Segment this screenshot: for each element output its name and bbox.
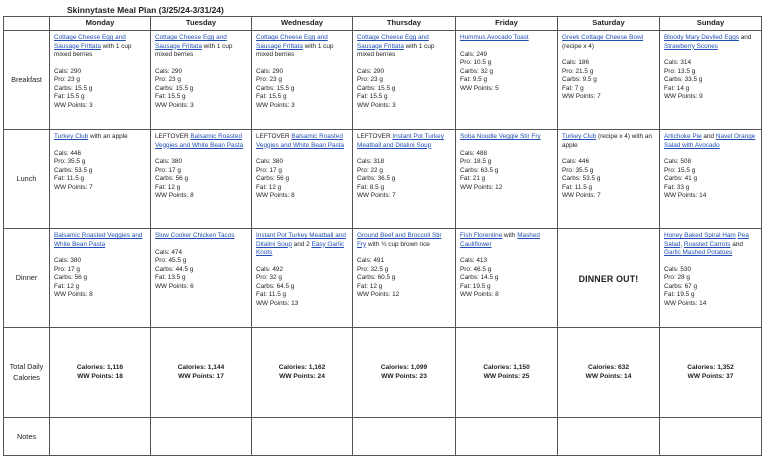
recipe-link[interactable]: Strawberry Scones bbox=[664, 42, 718, 50]
meal-note-text: (recipe x 4) with an apple bbox=[562, 133, 652, 149]
recipe-link[interactable]: Fish Florentine bbox=[460, 232, 503, 239]
meal-description bbox=[357, 232, 451, 249]
nutrition-line: Cals: 474 bbox=[155, 248, 182, 256]
breakfast-cell-friday bbox=[456, 31, 558, 130]
nutrition-line: Carbs: 56 g bbox=[256, 175, 290, 183]
recipe-link[interactable]: Artichoke Pie bbox=[664, 133, 702, 140]
notes-cell-saturday[interactable] bbox=[558, 418, 660, 456]
recipe-link[interactable]: Greek Cottage Cheese Bowl bbox=[562, 34, 643, 41]
meal-description bbox=[155, 232, 247, 241]
nutrition-line: Fat: 21 g bbox=[460, 175, 486, 183]
nutrition-line: Cals: 491 bbox=[357, 257, 384, 265]
dinner-cell-tuesday bbox=[151, 229, 252, 328]
nutrition-line: WW Points: 7 bbox=[54, 183, 93, 191]
nutrition-line: Fat: 11.5 g bbox=[54, 175, 85, 183]
nutrition-line: Pro: 23 g bbox=[357, 76, 383, 84]
spacer bbox=[54, 249, 146, 257]
meal-note-text: with an apple bbox=[88, 133, 128, 140]
spacer bbox=[664, 150, 757, 158]
meal-note-text: LEFTOVER bbox=[155, 133, 191, 140]
nutrition-line: Fat: 15.5 g bbox=[256, 93, 287, 101]
spacer bbox=[562, 150, 655, 158]
recipe-link[interactable]: Hummus Avocado Toast bbox=[460, 34, 529, 41]
nutrition-line: Cals: 446 bbox=[562, 158, 589, 166]
nutrition-line: Pro: 32.5 g bbox=[357, 265, 389, 273]
nutrition-line: Cals: 380 bbox=[54, 257, 81, 265]
nutrition-line: Carbs: 41 g bbox=[664, 175, 698, 183]
page-title: Skinnytaste Meal Plan (3/25/24-3/31/24) bbox=[67, 5, 224, 15]
spacer bbox=[460, 142, 553, 150]
total-row bbox=[4, 328, 762, 418]
day-header-sunday: Sunday bbox=[660, 17, 762, 31]
recipe-link[interactable]: Instant Pot Turkey Meatball and Ditalini Soup bbox=[357, 133, 444, 149]
meal-description bbox=[155, 34, 247, 60]
nutrition-line: Pro: 46.5 g bbox=[460, 265, 492, 273]
breakfast-cell-tuesday bbox=[151, 31, 252, 130]
nutrition-line: Pro: 45.5 g bbox=[155, 257, 187, 265]
total-calories: Calories: 1,099 bbox=[380, 363, 428, 371]
nutrition-line: Pro: 23 g bbox=[54, 76, 80, 84]
nutrition-line: WW Points: 8 bbox=[460, 291, 499, 299]
nutrition-line: Pro: 15.5 g bbox=[664, 166, 696, 174]
recipe-link[interactable]: Cottage Cheese Egg and Sausage Frittata bbox=[54, 34, 126, 50]
spacer bbox=[54, 142, 146, 150]
total-cell-wednesday bbox=[252, 328, 353, 418]
notes-cell-monday[interactable] bbox=[50, 418, 151, 456]
nutrition-line: Fat: 19.5 g bbox=[664, 291, 695, 299]
nutrition-line: Pro: 17 g bbox=[256, 166, 282, 174]
total-calories: Calories: 1,150 bbox=[483, 363, 530, 371]
nutrition-line: Carbs: 15.5 g bbox=[256, 84, 295, 92]
lunch-cell-wednesday bbox=[252, 130, 353, 229]
meal-description bbox=[256, 34, 348, 60]
row-label-total bbox=[4, 328, 50, 418]
row-label-total-text: Total Daily Calories bbox=[9, 361, 44, 382]
nutrition-line: WW Points: 12 bbox=[460, 183, 503, 191]
spacer bbox=[664, 51, 757, 59]
notes-cell-friday[interactable] bbox=[456, 418, 558, 456]
recipe-link[interactable]: Navel Orange Salad with Avocado bbox=[664, 133, 756, 149]
total-ww-points: WW Points: 37 bbox=[687, 372, 734, 380]
recipe-link[interactable]: Balsamic Roasted Veggies and White Bean Pasta bbox=[155, 133, 244, 149]
nutrition-line: Cals: 530 bbox=[664, 265, 691, 273]
row-label-dinner: Dinner bbox=[4, 229, 50, 328]
spacer bbox=[155, 241, 247, 249]
nutrition-line: Cals: 314 bbox=[664, 59, 691, 67]
spacer bbox=[357, 249, 451, 257]
nutrition-line: Carbs: 14.5 g bbox=[460, 274, 499, 282]
nutrition-line: Pro: 17 g bbox=[155, 166, 181, 174]
nutrition-line: Pro: 13.5 g bbox=[664, 67, 696, 75]
meal-description bbox=[664, 133, 757, 150]
spacer bbox=[562, 51, 655, 59]
nutrition-line: Pro: 28 g bbox=[664, 274, 690, 282]
total-cell-thursday bbox=[353, 328, 456, 418]
meal-description bbox=[562, 34, 655, 51]
nutrition-line: WW Points: 13 bbox=[256, 299, 299, 307]
recipe-link[interactable]: Balsamic Roasted Veggies and White Bean Pasta bbox=[54, 232, 143, 248]
meal-description bbox=[562, 133, 655, 150]
breakfast-cell-saturday bbox=[558, 31, 660, 130]
nutrition-line: Cals: 446 bbox=[54, 149, 81, 157]
lunch-cell-friday bbox=[456, 130, 558, 229]
nutrition-line: WW Points: 7 bbox=[562, 93, 601, 101]
meal-note-text: with 1 cup mixed berries bbox=[256, 42, 334, 59]
total-calories: Calories: 1,352 bbox=[687, 363, 734, 371]
nutrition-line: Fat: 13.5 g bbox=[155, 274, 186, 282]
meal-note-text: with 1 cup mixed berries bbox=[357, 42, 435, 59]
lunch-cell-saturday bbox=[558, 130, 660, 229]
meal-description bbox=[54, 232, 146, 249]
nutrition-line: Carbs: 53.5 g bbox=[562, 175, 601, 183]
breakfast-row bbox=[4, 31, 762, 130]
meal-description bbox=[460, 34, 553, 43]
recipe-link[interactable]: Cottage Cheese Egg and Sausage Frittata bbox=[256, 34, 328, 50]
notes-cell-tuesday[interactable] bbox=[151, 418, 252, 456]
recipe-link[interactable]: Ground Beef and Broccoli Stir Fry bbox=[357, 232, 442, 248]
notes-cell-thursday[interactable] bbox=[353, 418, 456, 456]
recipe-link[interactable]: Cottage Cheese Egg and Sausage Frittata bbox=[155, 34, 227, 50]
dinner-cell-sunday bbox=[660, 229, 762, 328]
meal-note-text: (recipe x 4) bbox=[562, 42, 594, 50]
nutrition-line: Cals: 488 bbox=[460, 149, 487, 157]
row-label-breakfast: Breakfast bbox=[4, 31, 50, 130]
nutrition-line: Cals: 492 bbox=[256, 265, 283, 273]
recipe-link[interactable]: Roasted Carrots bbox=[683, 240, 731, 248]
nutrition-line: Cals: 318 bbox=[357, 158, 384, 166]
nutrition-line: Fat: 12 g bbox=[357, 282, 383, 290]
total-cell-saturday bbox=[558, 328, 660, 418]
nutrition-line: WW Points: 7 bbox=[357, 192, 396, 200]
nutrition-line: Fat: 11.5 g bbox=[256, 291, 287, 299]
nutrition-line: WW Points: 5 bbox=[460, 84, 499, 92]
dinner-cell-monday bbox=[50, 229, 151, 328]
nutrition-line: Pro: 18.5 g bbox=[460, 158, 492, 166]
nutrition-line: Fat: 15.5 g bbox=[357, 93, 388, 101]
spacer bbox=[155, 60, 247, 68]
nutrition-line: Cals: 508 bbox=[664, 158, 691, 166]
breakfast-cell-thursday bbox=[353, 31, 456, 130]
day-header-wednesday: Wednesday bbox=[252, 17, 353, 31]
nutrition-line: Cals: 290 bbox=[155, 67, 182, 75]
spacer bbox=[155, 150, 247, 158]
nutrition-line: Cals: 380 bbox=[155, 158, 182, 166]
nutrition-line: Fat: 15.5 g bbox=[155, 93, 186, 101]
nutrition-line: WW Points: 14 bbox=[664, 192, 707, 200]
recipe-link[interactable]: Garlic Mashed Potatoes bbox=[664, 249, 733, 257]
nutrition-line: Carbs: 56 g bbox=[155, 175, 189, 183]
nutrition-line: WW Points: 3 bbox=[54, 101, 93, 109]
nutrition-line: Fat: 14 g bbox=[664, 84, 690, 92]
meal-note-text: , bbox=[680, 240, 684, 248]
nutrition-line: Carbs: 44.5 g bbox=[155, 265, 194, 273]
total-calories: Calories: 1,144 bbox=[177, 363, 225, 371]
recipe-link[interactable]: Instant Pot Turkey Meatball and Ditalini Soup bbox=[256, 232, 346, 248]
header-row bbox=[4, 17, 762, 31]
total-cell-tuesday bbox=[151, 328, 252, 418]
total-calories: Calories: 1,162 bbox=[278, 363, 326, 371]
nutrition-line: Fat: 33 g bbox=[664, 183, 690, 191]
dinner-cell-wednesday bbox=[252, 229, 353, 328]
nutrition-line: Pro: 35.5 g bbox=[54, 158, 86, 166]
nutrition-line: Fat: 12 g bbox=[256, 183, 282, 191]
lunch-cell-monday bbox=[50, 130, 151, 229]
nutrition-line: Carbs: 15.5 g bbox=[357, 84, 396, 92]
day-header-monday: Monday bbox=[50, 17, 151, 31]
meal-description bbox=[664, 34, 757, 51]
nutrition-line: Carbs: 32 g bbox=[460, 67, 494, 75]
day-header-saturday: Saturday bbox=[558, 17, 660, 31]
meal-note-text: with bbox=[502, 232, 518, 239]
spacer bbox=[256, 258, 348, 266]
total-cell-monday bbox=[50, 328, 151, 418]
lunch-cell-sunday bbox=[660, 130, 762, 229]
total-ww-points: WW Points: 14 bbox=[585, 372, 632, 380]
meal-note-text: with ¾ cup brown rice bbox=[366, 240, 430, 248]
nutrition-line: Fat: 11.5 g bbox=[562, 183, 593, 191]
day-header-friday: Friday bbox=[456, 17, 558, 31]
meal-note-text: and bbox=[701, 133, 716, 140]
nutrition-line: WW Points: 12 bbox=[357, 291, 400, 299]
recipe-link[interactable]: Slow Cooker Chicken Tacos bbox=[155, 232, 235, 239]
recipe-link[interactable]: Bloody Mary Deviled Eggs bbox=[664, 34, 739, 41]
meal-description bbox=[664, 232, 757, 258]
nutrition-line: Carbs: 60.5 g bbox=[357, 274, 396, 282]
meal-description bbox=[155, 133, 247, 150]
nutrition-line: Fat: 8.5 g bbox=[357, 183, 384, 191]
dinner-row bbox=[4, 229, 762, 328]
spacer bbox=[256, 150, 348, 158]
dinner-cell-saturday bbox=[558, 229, 660, 328]
spacer bbox=[54, 60, 146, 68]
nutrition-line: WW Points: 3 bbox=[357, 101, 396, 109]
meal-description bbox=[357, 133, 451, 150]
total-ww-points: WW Points: 25 bbox=[483, 372, 530, 380]
nutrition-line: Pro: 10.5 g bbox=[460, 59, 492, 67]
nutrition-line: WW Points: 8 bbox=[256, 192, 295, 200]
nutrition-line: Fat: 12 g bbox=[155, 183, 181, 191]
nutrition-line: Fat: 7 g bbox=[562, 84, 584, 92]
recipe-link[interactable]: Balsamic Roasted Veggies and White Bean Pasta bbox=[256, 133, 345, 149]
breakfast-cell-monday bbox=[50, 31, 151, 130]
day-header-thursday: Thursday bbox=[353, 17, 456, 31]
nutrition-line: Fat: 12 g bbox=[54, 282, 80, 290]
nutrition-line: Carbs: 53.5 g bbox=[54, 166, 93, 174]
recipe-link[interactable]: Pea Salad bbox=[664, 232, 749, 248]
nutrition-line: Pro: 23 g bbox=[155, 76, 181, 84]
corner-cell bbox=[4, 17, 50, 31]
meal-note-text: and bbox=[738, 34, 752, 41]
nutrition-line: Cals: 413 bbox=[460, 257, 487, 265]
nutrition-line: WW Points: 14 bbox=[664, 299, 707, 307]
total-calories: Calories: 632 bbox=[587, 363, 630, 371]
lunch-row bbox=[4, 130, 762, 229]
total-ww-points: WW Points: 18 bbox=[77, 372, 123, 380]
nutrition-line: Fat: 9.5 g bbox=[460, 76, 487, 84]
recipe-link[interactable]: Turkey Club bbox=[562, 133, 597, 140]
spacer bbox=[357, 60, 451, 68]
meal-note-text: and 2 bbox=[291, 240, 312, 248]
nutrition-line: Carbs: 63.5 g bbox=[460, 166, 499, 174]
row-label-lunch: Lunch bbox=[4, 130, 50, 229]
spacer bbox=[357, 150, 451, 158]
nutrition-line: Carbs: 36.5 g bbox=[357, 175, 396, 183]
dinner-out-label: DINNER OUT! bbox=[578, 274, 639, 284]
total-ww-points: WW Points: 17 bbox=[178, 372, 224, 380]
dinner-cell-thursday bbox=[353, 229, 456, 328]
nutrition-line: Fat: 19.5 g bbox=[460, 282, 491, 290]
nutrition-line: Pro: 22 g bbox=[357, 166, 383, 174]
total-cell-friday bbox=[456, 328, 558, 418]
spacer bbox=[256, 60, 348, 68]
notes-cell-sunday[interactable] bbox=[660, 418, 762, 456]
total-cell-sunday bbox=[660, 328, 762, 418]
breakfast-cell-wednesday bbox=[252, 31, 353, 130]
recipe-link[interactable]: Soba Noodle Veggie Stir Fry bbox=[460, 133, 541, 140]
meal-note-text: and bbox=[730, 240, 743, 248]
meal-description bbox=[256, 133, 348, 150]
total-ww-points: WW Points: 23 bbox=[381, 372, 427, 380]
recipe-link[interactable]: Mashed Cauliflower bbox=[460, 232, 540, 248]
lunch-cell-thursday bbox=[353, 130, 456, 229]
nutrition-line: WW Points: 6 bbox=[155, 282, 194, 290]
nutrition-line: Pro: 21.5 g bbox=[562, 67, 594, 75]
recipe-link[interactable]: Easy Garlic Knots bbox=[256, 240, 345, 257]
nutrition-line: Cals: 380 bbox=[256, 158, 283, 166]
nutrition-line: Carbs: 9.5 g bbox=[562, 76, 597, 84]
nutrition-line: Carbs: 56 g bbox=[54, 274, 88, 282]
meal-description bbox=[54, 133, 146, 142]
total-ww-points: WW Points: 24 bbox=[279, 372, 325, 380]
meal-note-text: LEFTOVER bbox=[256, 133, 292, 140]
meal-description bbox=[357, 34, 451, 60]
nutrition-line: Carbs: 67 g bbox=[664, 282, 698, 290]
notes-row bbox=[4, 418, 762, 456]
nutrition-line: Carbs: 64.5 g bbox=[256, 282, 295, 290]
nutrition-line: Pro: 23 g bbox=[256, 76, 282, 84]
nutrition-line: WW Points: 9 bbox=[664, 93, 703, 101]
nutrition-line: WW Points: 7 bbox=[562, 192, 601, 200]
nutrition-line: WW Points: 3 bbox=[155, 101, 194, 109]
recipe-link[interactable]: Turkey Club bbox=[54, 133, 89, 140]
meal-description bbox=[460, 232, 553, 249]
nutrition-line: Pro: 32 g bbox=[256, 274, 282, 282]
spacer bbox=[664, 258, 757, 266]
nutrition-line: Fat: 15.5 g bbox=[54, 93, 85, 101]
day-header-tuesday: Tuesday bbox=[151, 17, 252, 31]
nutrition-line: Cals: 290 bbox=[357, 67, 384, 75]
nutrition-line: Pro: 35.5 g bbox=[562, 166, 594, 174]
recipe-link[interactable]: Honey Baked Spiral Ham bbox=[664, 232, 736, 239]
meal-plan-table bbox=[3, 16, 762, 456]
dinner-cell-friday bbox=[456, 229, 558, 328]
nutrition-line: Cals: 186 bbox=[562, 59, 589, 67]
recipe-link[interactable]: Cottage Cheese Egg and Sausage Frittata bbox=[357, 34, 429, 50]
row-label-notes: Notes bbox=[4, 418, 50, 456]
spacer bbox=[460, 249, 553, 257]
nutrition-line: WW Points: 8 bbox=[54, 291, 93, 299]
nutrition-line: Cals: 290 bbox=[256, 67, 283, 75]
lunch-cell-tuesday bbox=[151, 130, 252, 229]
nutrition-line: Carbs: 33.5 g bbox=[664, 76, 703, 84]
nutrition-line: Carbs: 15.5 g bbox=[54, 84, 93, 92]
breakfast-cell-sunday bbox=[660, 31, 762, 130]
total-calories: Calories: 1,116 bbox=[76, 363, 124, 371]
notes-cell-wednesday[interactable] bbox=[252, 418, 353, 456]
spacer bbox=[460, 43, 553, 51]
meal-description bbox=[460, 133, 553, 142]
nutrition-line: Pro: 17 g bbox=[54, 265, 80, 273]
meal-description bbox=[54, 34, 146, 60]
meal-description bbox=[256, 232, 348, 258]
nutrition-line: Carbs: 15.5 g bbox=[155, 84, 194, 92]
nutrition-line: Cals: 249 bbox=[460, 50, 487, 58]
nutrition-line: Cals: 290 bbox=[54, 67, 81, 75]
meal-note-text: with 1 cup mixed berries bbox=[54, 42, 132, 59]
nutrition-line: WW Points: 8 bbox=[155, 192, 194, 200]
meal-note-text: with 1 cup mixed berries bbox=[155, 42, 233, 59]
nutrition-line: WW Points: 3 bbox=[256, 101, 295, 109]
meal-note-text: LEFTOVER bbox=[357, 133, 393, 140]
